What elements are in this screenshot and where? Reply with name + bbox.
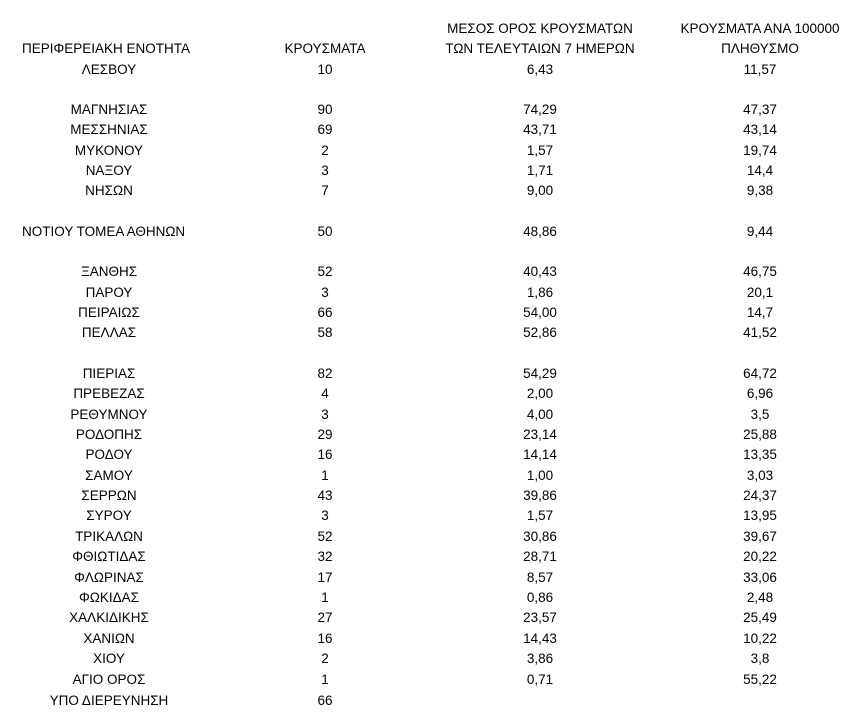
region-cell: ΣΑΜΟΥ [85,468,133,483]
rate-cell: 33,06 [743,570,777,585]
region-cell: ΦΘΙΩΤΙΔΑΣ [72,549,146,564]
avg-cell: 1,00 [526,468,554,483]
region-cell: ΜΕΣΣΗΝΙΑΣ [70,122,148,137]
region-cell: ΧΙΟΥ [93,651,125,666]
rate-cell: 3,8 [750,651,770,666]
rate-cell: 24,37 [743,488,777,503]
cases-cell: 17 [317,570,333,585]
region-cell: ΡΟΔΟΠΗΣ [75,427,143,442]
cases-cell: 43 [317,488,333,503]
cases-cell: 1 [321,590,329,605]
header-region: ΠΕΡΙΦΕΡΕΙΑΚΗ ΕΝΟΤΗΤΑ [22,41,191,56]
region-cell: ΛΕΣΒΟΥ [81,62,137,77]
rate-cell: 3,5 [750,407,770,422]
region-cell: ΑΓΙΟ ΟΡΟΣ [72,672,146,687]
cases-cell: 66 [317,305,333,320]
avg-cell: 40,43 [523,264,557,279]
region-cell: ΞΑΝΘΗΣ [80,264,138,279]
cases-cell: 10 [317,62,333,77]
cases-cell: 3 [321,407,329,422]
avg-cell: 23,14 [523,427,557,442]
rate-cell: 43,14 [743,122,777,137]
region-cell: ΧΑΛΚΙΔΙΚΗΣ [69,610,149,625]
region-cell: ΡΟΔΟΥ [85,447,133,462]
cases-cell: 52 [317,529,333,544]
avg-cell: 52,86 [523,325,557,340]
avg-cell: 54,00 [523,305,557,320]
rate-cell: 46,75 [743,264,777,279]
cases-cell: 16 [317,447,333,462]
rate-cell: 2,48 [746,590,774,605]
avg-cell: 74,29 [523,102,557,117]
cases-cell: 29 [317,427,333,442]
cases-cell: 82 [317,366,333,381]
cases-cell: 66 [317,693,333,708]
rate-cell: 6,96 [746,386,774,401]
rate-cell [660,693,860,709]
rate-cell: 64,72 [743,366,777,381]
rate-cell: 9,44 [746,224,774,239]
region-cell: ΜΑΓΝΗΣΙΑΣ [70,102,148,117]
header-cases: ΚΡΟΥΣΜΑΤΑ [284,41,366,56]
cases-cell: 50 [317,224,333,239]
cases-cell: 52 [317,264,333,279]
rate-cell: 9,38 [746,183,774,198]
region-cell: ΡΕΘΥΜΝΟΥ [70,407,148,422]
cases-cell: 3 [321,508,329,523]
cases-cell: 7 [321,183,329,198]
region-cell: ΧΑΝΙΩΝ [83,631,135,646]
region-cell: ΦΩΚΙΔΑΣ [79,590,139,605]
region-cell: ΠΑΡΟΥ [85,285,133,300]
region-cell: ΥΠΟ ΔΙΕΡΕΥΝΗΣΗ [49,693,169,708]
rate-cell: 3,03 [746,468,774,483]
cases-cell: 27 [317,610,333,625]
region-cell: ΠΕΙΡΑΙΩΣ [78,305,140,320]
cases-cell: 32 [317,549,333,564]
rate-cell: 20,1 [746,285,774,300]
avg-cell: 1,86 [526,285,554,300]
avg-cell: 4,00 [526,407,554,422]
avg-cell: 43,71 [523,122,557,137]
avg-cell: 0,86 [526,590,554,605]
rate-cell: 20,22 [743,549,777,564]
region-cell: ΜΥΚΟΝΟΥ [74,143,144,158]
rate-cell: 13,95 [743,508,777,523]
cases-cell: 2 [321,143,329,158]
cases-cell: 1 [321,468,329,483]
rate-cell: 47,37 [743,102,777,117]
cases-cell: 4 [321,386,329,401]
avg-cell: 3,86 [526,651,554,666]
cases-cell: 3 [321,285,329,300]
avg-cell: 0,71 [526,672,554,687]
cases-cell: 2 [321,651,329,666]
header-avg-line1: ΜΕΣΟΣ ΟΡΟΣ ΚΡΟΥΣΜΑΤΩΝ [447,21,633,36]
avg-cell: 48,86 [523,224,557,239]
region-cell: ΣΥΡΟΥ [86,508,132,523]
avg-cell: 54,29 [523,366,557,381]
region-cell: ΠΕΛΛΑΣ [81,325,137,340]
cases-cell: 69 [317,122,333,137]
avg-cell: 8,57 [526,570,554,585]
cases-cell: 3 [321,163,329,178]
rate-cell: 19,74 [743,143,777,158]
avg-cell: 14,14 [523,447,557,462]
avg-cell: 28,71 [523,549,557,564]
avg-cell: 23,57 [523,610,557,625]
rate-cell: 39,67 [743,529,777,544]
header-avg-line2: ΤΩΝ ΤΕΛΕΥΤΑΙΩΝ 7 ΗΜΕΡΩΝ [445,41,635,56]
avg-cell [420,693,660,709]
avg-cell: 1,57 [526,508,554,523]
region-cell: ΠΡΕΒΕΖΑΣ [73,386,145,401]
rate-cell: 14,4 [746,163,774,178]
header-rate-line2: ΠΛΗΘΥΣΜΟ [721,41,799,56]
avg-cell: 2,00 [526,386,554,401]
rate-cell: 13,35 [743,447,777,462]
header-rate-line1: ΚΡΟΥΣΜΑΤΑ ΑΝΑ 100000 [680,21,840,36]
cases-cell: 58 [317,325,333,340]
cases-cell: 16 [317,631,333,646]
rate-cell: 55,22 [743,672,777,687]
rate-cell: 41,52 [743,325,777,340]
region-cell: ΦΛΩΡΙΝΑΣ [74,570,144,585]
region-cell: ΤΡΙΚΑΛΩΝ [75,529,143,544]
avg-cell: 9,00 [526,183,554,198]
region-cell: ΝΗΣΩΝ [85,183,133,198]
rate-cell: 25,49 [743,610,777,625]
region-cell: ΠΙΕΡΙΑΣ [82,366,136,381]
avg-cell: 30,86 [523,529,557,544]
avg-cell: 1,57 [526,143,554,158]
avg-cell: 14,43 [523,631,557,646]
avg-cell: 1,71 [526,163,554,178]
rate-cell: 14,7 [746,305,774,320]
region-cell: ΝΑΞΟΥ [85,163,133,178]
region-cell: ΝΟΤΙΟΥ ΤΟΜΕΑ ΑΘΗΝΩΝ [22,224,186,239]
rate-cell: 11,57 [743,62,777,77]
cases-cell: 90 [317,102,333,117]
cases-cell: 1 [321,672,329,687]
avg-cell: 6,43 [526,62,554,77]
rate-cell: 10,22 [743,631,777,646]
region-cell: ΣΕΡΡΩΝ [81,488,137,503]
rate-cell: 25,88 [743,427,777,442]
avg-cell: 39,86 [523,488,557,503]
